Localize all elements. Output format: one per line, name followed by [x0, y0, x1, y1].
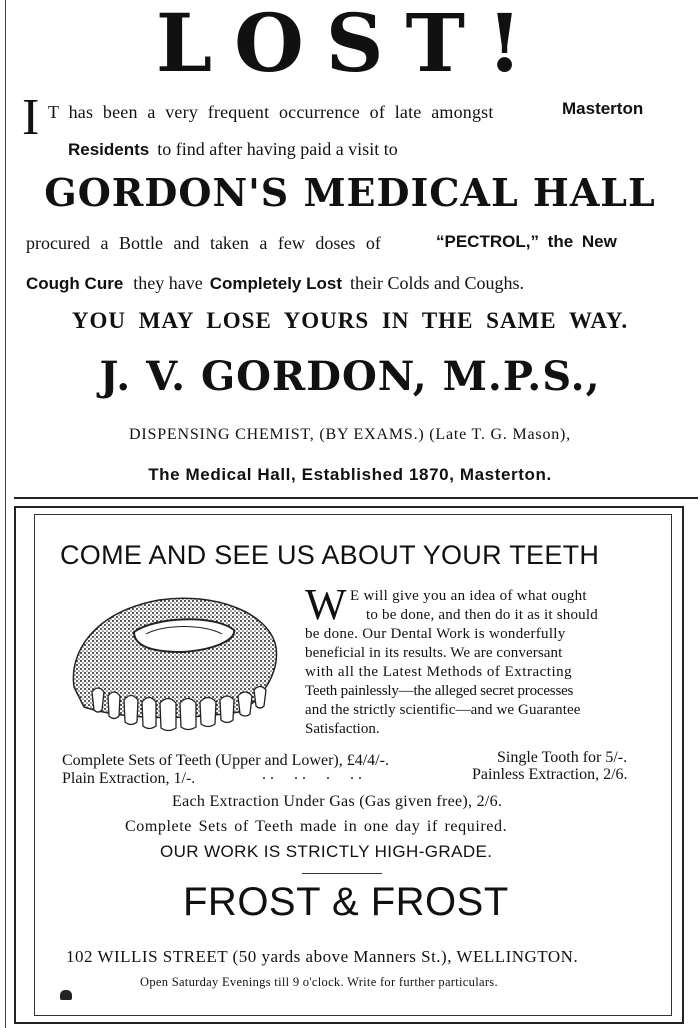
- drop-cap: I: [22, 89, 40, 146]
- price-painless-extraction: Painless Extraction, 2/6.: [472, 766, 628, 783]
- intro-line-5: with all the Latest Methods of Extracting: [305, 664, 573, 680]
- price-single-tooth: Single Tooth for 5/-.: [497, 749, 628, 766]
- intro-line-8: Satisfaction.: [305, 721, 380, 737]
- teeth-headline: COME AND SEE US ABOUT YOUR TEETH: [60, 540, 600, 570]
- intro-line-7: and the strictly scientific—and we Guarantee: [305, 702, 581, 718]
- body-line-3: [26, 232, 686, 254]
- line2-text: to find after having paid a visit to: [157, 139, 398, 159]
- tagline: YOU MAY LOSE YOURS IN THE SAME WAY.: [71, 308, 629, 333]
- leader-dots: . . . . . . .: [262, 766, 362, 783]
- intro-line-6: Teeth painlessly—the alleged secret processes: [305, 683, 574, 699]
- medical-hall-address: The Medical Hall, Established 1870, Masterton.: [148, 465, 552, 484]
- frost-address: 102 WILLIS STREET (50 yards above Manners St.), WELLINGTON.: [66, 947, 579, 966]
- intro-line-4: beneficial in its results. We are conversant: [305, 645, 563, 661]
- line4-bold-2: Completely Lost: [209, 274, 342, 293]
- line2-bold: Residents: [68, 140, 150, 159]
- quality-statement: OUR WORK IS STRICTLY HIGH-GRADE.: [160, 842, 493, 861]
- line3-bold: “PECTROL,” the New: [436, 232, 617, 251]
- dentures-illustration: [64, 592, 282, 742]
- line1-text: T has been a very frequent occurrence of late amongst: [48, 102, 494, 122]
- intro-drop-cap: W: [305, 580, 347, 629]
- intro-line-3: be done. Our Dental Work is wonderfully: [305, 626, 566, 642]
- body-line-4: [26, 272, 686, 294]
- intro-line-2: to be done, and then do it as it should: [366, 607, 598, 623]
- opening-hours: Open Saturday Evenings till 9 o'clock. Write for further particulars.: [140, 975, 498, 989]
- lost-headline: LOST!: [155, 0, 545, 90]
- line1-bold: Masterton: [562, 99, 644, 118]
- hall-name: GORDON'S MEDICAL HALL: [44, 170, 656, 215]
- firm-divider: [302, 873, 382, 874]
- line4-text-2: their Colds and Coughs.: [350, 273, 524, 293]
- body-line-2: [68, 138, 668, 160]
- one-day-notice: Complete Sets of Teeth made in one day if required.: [125, 818, 508, 835]
- printer-mark-icon: [60, 990, 72, 1000]
- price-plain-extraction: Plain Extraction, 1/-.: [62, 770, 196, 787]
- page-left-rule: [5, 0, 6, 1028]
- price-complete-sets: Complete Sets of Teeth (Upper and Lower), £4/4/-.: [62, 752, 389, 769]
- proprietor-name: J. V. GORDON, M.P.S.,: [99, 353, 601, 400]
- line4-bold-1: Cough Cure: [26, 274, 124, 293]
- line3-text: procured a Bottle and taken a few doses of: [26, 233, 381, 253]
- credentials: DISPENSING CHEMIST, (BY EXAMS.) (Late T. G. Mason),: [129, 426, 571, 443]
- intro-line-1: E will give you an idea of what ought: [350, 588, 587, 604]
- line4-text-1: they have: [133, 273, 203, 293]
- section-divider: [14, 497, 698, 499]
- firm-name: FROST & FROST: [183, 880, 509, 924]
- price-gas: Each Extraction Under Gas (Gas given free), 2/6.: [172, 793, 503, 810]
